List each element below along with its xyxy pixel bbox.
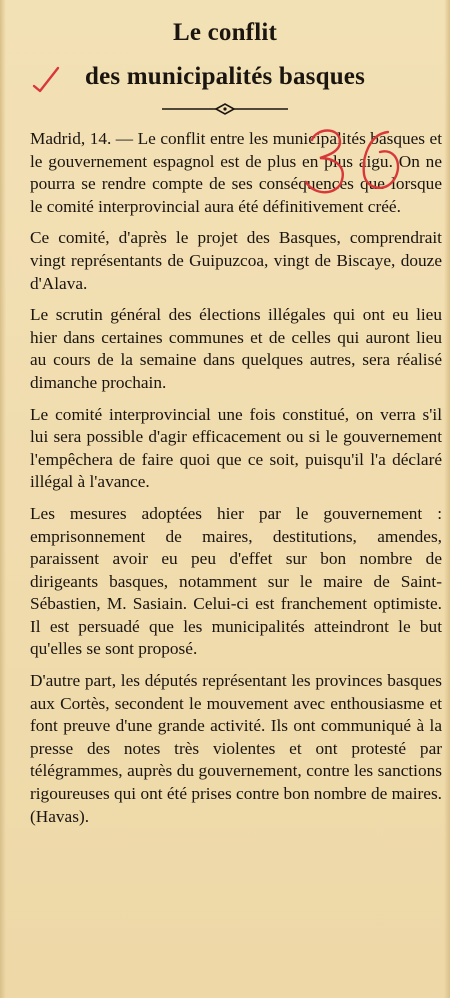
article-paragraph: Le scrutin général des élections illégales qui ont eu lieu hier dans certaines communes et de celles qui auront lieu au cours de la semaine dans quelques autres, sera réalisé dimanche prochain.	[30, 305, 442, 392]
article-paragraph: Le comité interprovincial une fois constitué, on verra s'il lui sera possible d'agir efficacement ou si le gouvernement l'empêchera de faire quoi que ce soit, puisqu'il l'a déclaré illégal à l'avance.	[30, 404, 442, 492]
headline-line-2: des municipalités basques	[84, 63, 366, 90]
article-paragraph: D'autre part, les députés représentant les provinces basques aux Cortès, secondent le mouvement avec enthousiasme et font preuve d'une grande activité. Ils ont communiqué à la presse des notes très violentes et ont protesté par télégrammes, auprès du gouvernement, contre les sanctions rigoureuses qui ont été prises contre bon nombre de maires. (Havas).	[30, 671, 442, 826]
article-paragraph: Madrid, 14. — Le conflit entre les municipalités basques et le gouvernement espagnol est de plus en plus aigu. On ne pourra se rendre compte de ses conséquences que lorsque le comité interprovincial aura été définitivement créé.	[30, 129, 442, 216]
headline-line-1: Le conflit	[172, 19, 278, 46]
article-paragraph: Ce comité, d'après le projet des Basques, comprendrait vingt représentants de Guipuzcoa, vingt de Biscaye, douze d'Alava.	[30, 228, 442, 293]
ornamental-divider	[160, 102, 290, 116]
article-paragraph: Les mesures adoptées hier par le gouvernement : emprisonnement de maires, destitutions, amendes, paraissent avoir eu peu d'effet sur bon nombre de dirigeants basques, notamment sur le maire de Saint-Sébastien, M. Sasiain. Celui-ci est franchement optimiste. Il est persuadé que les municipalités atteindront le but qu'elles se sont proposé.	[30, 503, 442, 659]
paper-edge-right	[444, 0, 450, 998]
paper-edge-left	[0, 0, 6, 998]
article-body	[30, 128, 442, 837]
